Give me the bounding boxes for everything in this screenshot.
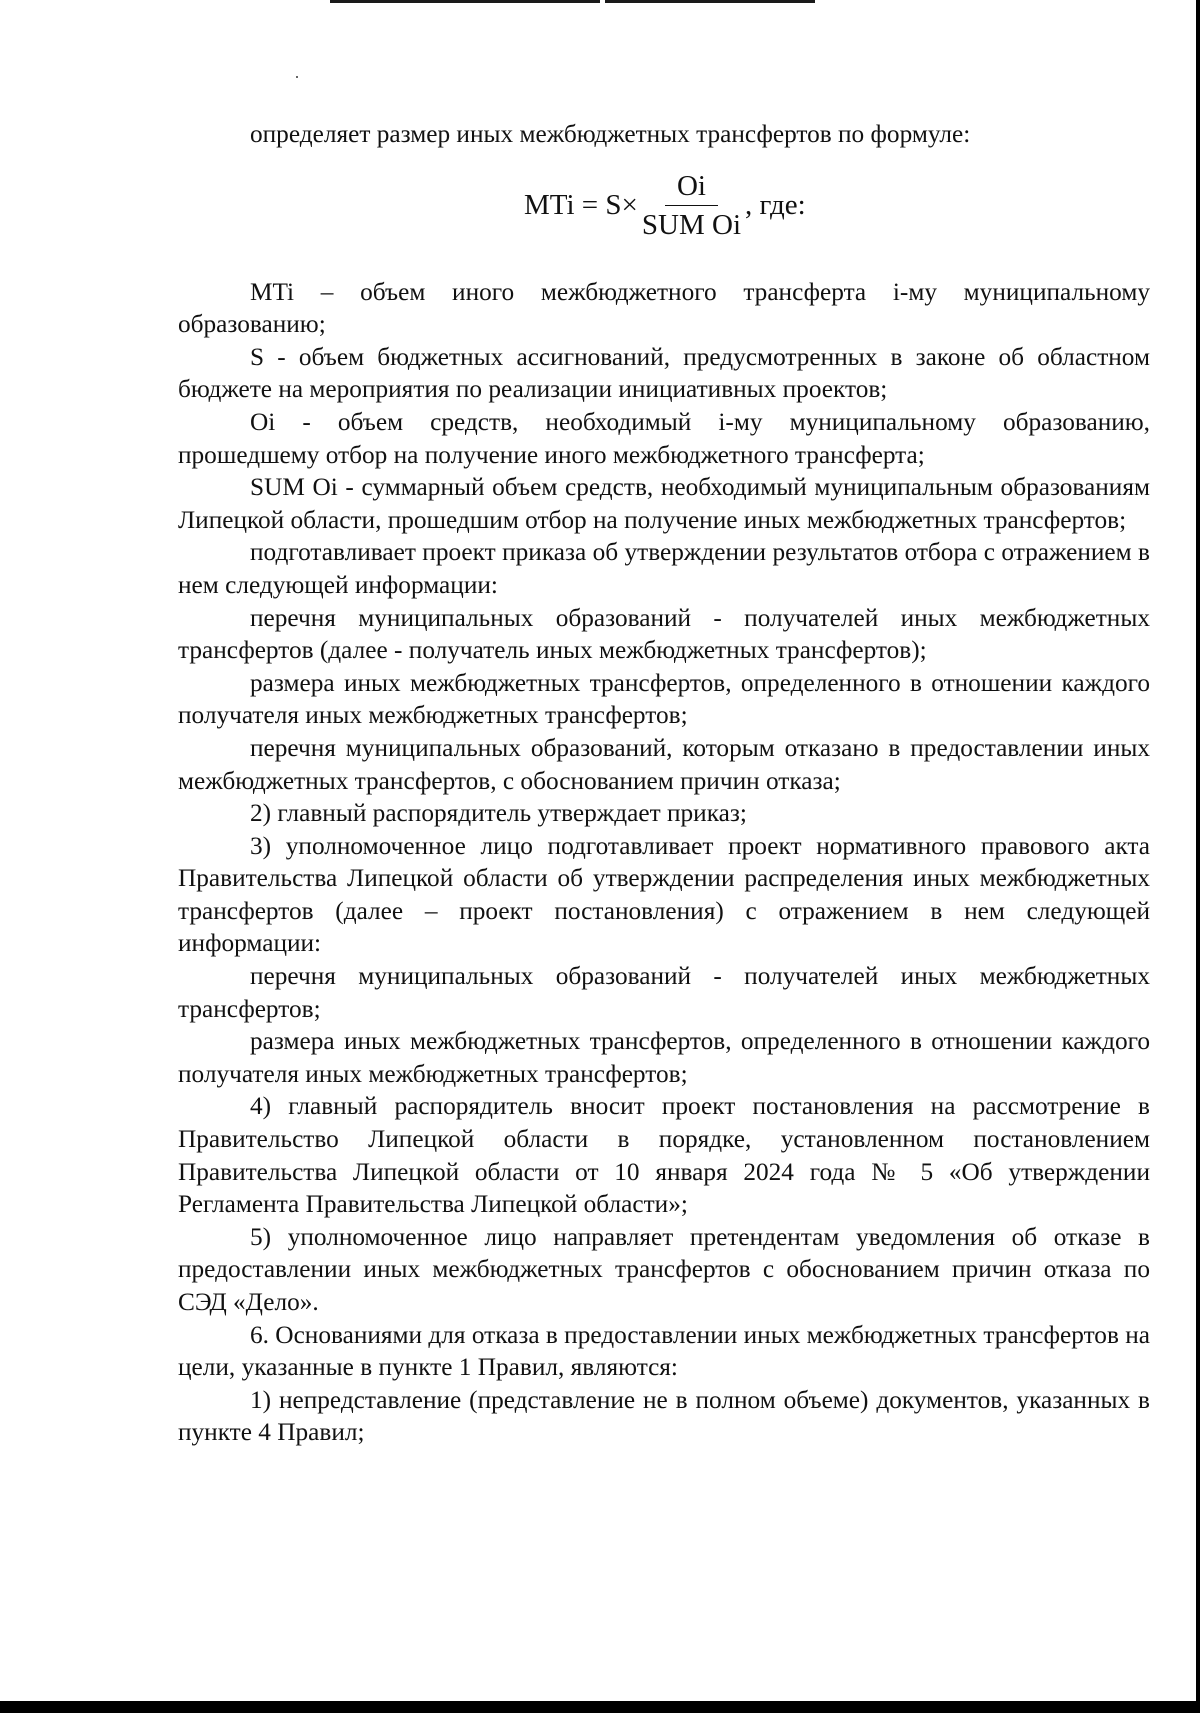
paragraph: 1) непредставление (представление не в полном объеме) документов, указанных в пункте 4 Правил; [178,1385,1150,1447]
formula [524,169,1150,242]
paragraph: 3) уполномоченное лицо подготавливает проект нормативного правового акта Правительства Липецкой области об утверждении распределения иных межбюджетных трансфертов (далее – проект постановления) с отражением в нем следующей информации: [178,831,1150,958]
paragraph: 5) уполномоченное лицо направляет претендентам уведомления об отказе в предоставлении иных межбюджетных трансфертов с обоснованием причин отказа по СЭД «Дело». [178,1222,1150,1316]
paragraph: 2) главный распорядитель утверждает приказ; [250,799,747,828]
formula-tail: , где: [745,189,806,222]
paragraph: размера иных межбюджетных трансфертов, определенного в отношении каждого получателя иных межбюджетных трансфертов; [178,668,1150,730]
formula-fraction [642,169,741,242]
paragraph: перечня муниципальных образований, которым отказано в предоставлении иных межбюджетных трансфертов, с обоснованием причин отказа; [178,733,1150,795]
document-body [178,118,1150,1449]
scan-speck [296,76,298,78]
paragraph: SUM Oi - суммарный объем средств, необходимый муниципальным образованиям Липецкой области, прошедшим отбор на получение иных межбюджетных трансфертов; [178,473,1150,534]
scan-edge-right [1196,0,1200,1713]
paragraph: 4) главный распорядитель вносит проект постановления на рассмотрение в Правительство Липецкой области в порядке, установленном постановлением Правительства Липецкой области от 10 января 2024 года № 5 «Об утверждении Регламента Правительства Липецкой области»; [178,1092,1150,1219]
paragraph: перечня муниципальных образований - получателей иных межбюджетных трансфертов; [178,962,1150,1023]
paragraph: перечня муниципальных образований - получателей иных межбюджетных трансфертов (далее - получатель иных межбюджетных трансфертов); [178,603,1150,665]
paragraph: 6. Основаниями для отказа в предоставлении иных межбюджетных трансфертов на цели, указанные в пункте 1 Правил, являются: [178,1320,1150,1382]
paragraph: Oi - объем средств, необходимый i-му муниципальному образованию, прошедшему отбор на получение иного межбюджетного трансферта; [178,407,1150,469]
paragraph: S - объем бюджетных ассигнований, предусмотренных в законе об областном бюджете на мероприятия по реализации инициативных проектов; [178,342,1150,404]
paragraph: размера иных межбюджетных трансфертов, определенного в отношении каждого получателя иных межбюджетных трансфертов; [178,1027,1150,1088]
scan-edge-bottom [0,1701,1200,1713]
intro-paragraph: определяет размер иных межбюджетных трансфертов по формуле: [250,120,971,148]
formula-lhs: MTi = S× [524,189,638,222]
formula-numerator: Oi [665,169,718,206]
paragraph: подготавливает проект приказа об утверждении результатов отбора с отражением в нем следующей информации: [178,538,1150,599]
paragraph: MTi – объем иного межбюджетного трансферта i-му муниципальному образованию; [178,277,1150,339]
formula-denominator: SUM Oi [641,208,741,241]
scan-edge-top [330,0,600,3]
scan-edge-top [605,0,815,3]
